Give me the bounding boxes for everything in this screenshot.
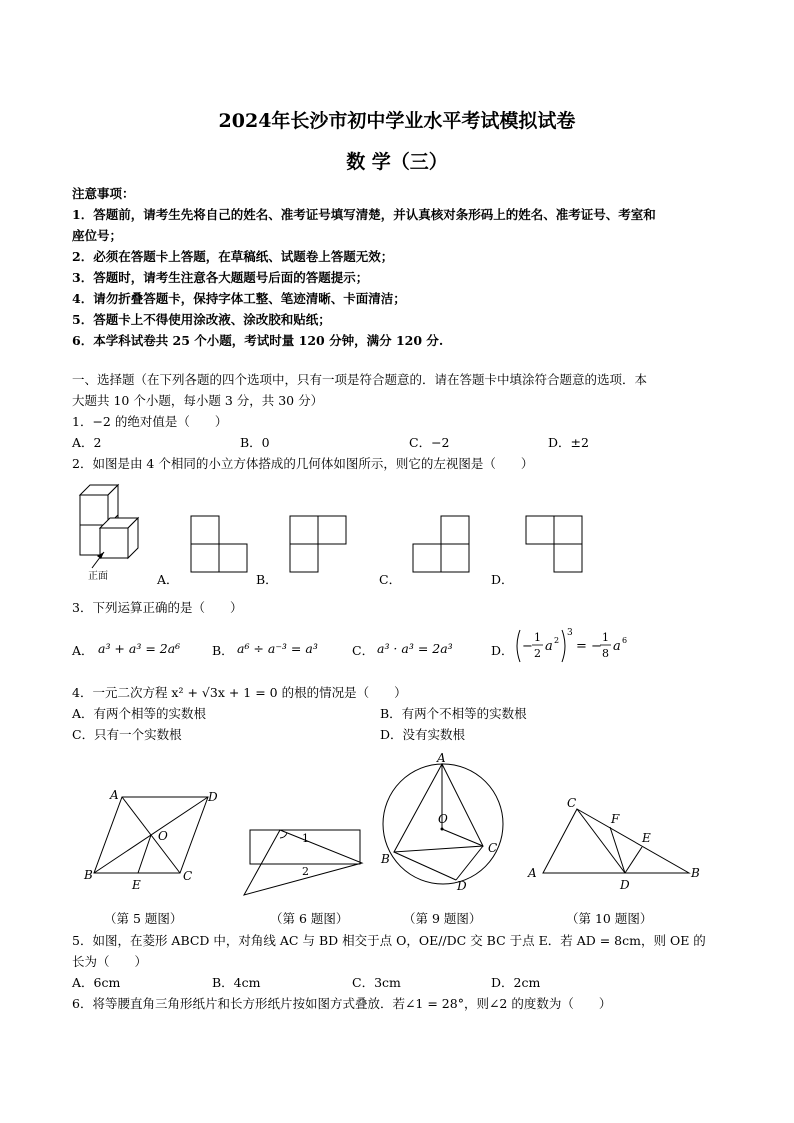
q3-option-b: B．: [212, 643, 234, 658]
figure-6-caption: （第 6 题图）: [270, 911, 349, 926]
svg-text:= −: = −: [576, 639, 602, 654]
svg-text:O: O: [158, 829, 168, 843]
question-5-stem-cont: 长为（ ）: [72, 954, 148, 969]
svg-text:A: A: [437, 752, 446, 765]
q3-option-b-expr: a⁶ ÷ a⁻³ = a³: [237, 641, 318, 656]
svg-text:D: D: [208, 790, 218, 804]
svg-text:a: a: [613, 639, 621, 654]
q3-option-a: A．: [72, 643, 94, 658]
notice-item: 4．请勿折叠答题卡，保持字体工整、笔迹清晰、卡面清洁；: [72, 291, 406, 306]
q2-option-b: B．: [256, 572, 278, 587]
svg-text:2: 2: [534, 647, 541, 660]
svg-text:C: C: [488, 841, 498, 855]
svg-text:A: A: [528, 866, 537, 880]
svg-text:−: −: [522, 639, 533, 654]
svg-text:B: B: [84, 868, 93, 882]
figure-10-caption: （第 10 题图）: [566, 911, 653, 926]
section-heading: 一、选择题（在下列各题的四个选项中，只有一项是符合题意的．请在答题卡中填涂符合题意的选项．本: [72, 372, 648, 387]
q5-option-b: B．4cm: [212, 975, 261, 990]
figure-5-rhombus: [80, 785, 230, 895]
svg-text:1: 1: [602, 631, 609, 644]
q4-option-c: C．只有一个实数根: [72, 727, 182, 742]
q3-option-a-expr: a³ + a³ = 2a⁶: [98, 641, 181, 656]
q2-option-c: C．: [379, 572, 402, 587]
q3-option-c: C．: [352, 643, 375, 658]
question-4-stem: 4．一元二次方程 x² + √3x + 1 = 0 的根的情况是（ ）: [72, 685, 407, 700]
question-5-stem: 5．如图，在菱形 ABCD 中，对角线 AC 与 BD 相交于点 O，OE//DC 交 BC 于点 E．若 AD = 8cm，则 OE 的: [72, 933, 706, 948]
page-title: 2024年长沙市初中学业水平考试模拟试卷: [218, 110, 576, 132]
notice-heading: 注意事项：: [72, 186, 135, 201]
svg-text:D: D: [457, 879, 467, 892]
q1-option-c: C．−2: [409, 435, 450, 450]
q5-option-c: C．3cm: [352, 975, 401, 990]
question-3-stem: 3．下列运算正确的是（ ）: [72, 600, 243, 615]
q2-option-b-view: [289, 515, 349, 575]
svg-text:6: 6: [622, 636, 628, 645]
svg-text:2: 2: [554, 636, 560, 645]
notice-item: 3．答题时，请考生注意各大题题号后面的答题提示；: [72, 270, 369, 285]
notice-item: 1．答题前，请考生先将自己的姓名、准考证号填写清楚，并认真核对条形码上的姓名、准考证号、考室和: [72, 207, 656, 222]
svg-text:8: 8: [602, 647, 609, 660]
svg-text:E: E: [132, 878, 141, 892]
q3-option-c-expr: a³ · a³ = 2a³: [377, 641, 453, 656]
q4-option-d: D．没有实数根: [380, 727, 466, 742]
svg-text:B: B: [691, 866, 700, 880]
q3-option-d-expr: [512, 624, 632, 668]
front-label: 正面: [88, 571, 108, 582]
svg-text:A: A: [110, 788, 119, 802]
svg-text:F: F: [611, 812, 620, 826]
notice-item: 5．答题卡上不得使用涂改液、涂改胶和贴纸；: [72, 312, 331, 327]
q2-option-a: A．: [157, 572, 179, 587]
section-heading-cont: 大题共 10 个小题，每小题 3 分，共 30 分）: [72, 393, 324, 408]
q2-option-d: D．: [491, 572, 514, 587]
q4-option-b: B．有两个不相等的实数根: [380, 706, 527, 721]
question-6-stem: 6．将等腰直角三角形纸片和长方形纸片按如图方式叠放．若∠1 = 28°，则∠2 的度数为（ ）: [72, 996, 612, 1011]
q1-option-b: B．0: [240, 435, 270, 450]
figure-9-circle: [378, 752, 513, 892]
figure-10-triangle: [525, 795, 705, 890]
q5-option-a: A．6cm: [72, 975, 121, 990]
q2-option-a-view: [190, 515, 250, 575]
q4-option-a: A．有两个相等的实数根: [72, 706, 207, 721]
q1-option-d: D．±2: [548, 435, 589, 450]
svg-text:B: B: [381, 852, 390, 866]
q2-option-d-view: [525, 515, 585, 575]
svg-text:3: 3: [567, 628, 573, 638]
question-2-stem: 2．如图是由 4 个相同的小立方体搭成的几何体如图所示，则它的左视图是（ ）: [72, 456, 534, 471]
question-1-stem: 1．−2 的绝对值是（ ）: [72, 414, 228, 429]
notice-item: 座位号；: [72, 228, 123, 243]
q1-option-a: A．2: [72, 435, 102, 450]
svg-text:2: 2: [302, 865, 309, 878]
q5-option-d: D．2cm: [491, 975, 541, 990]
figure-6-triangle-rectangle: [240, 825, 375, 900]
svg-text:O: O: [438, 812, 448, 826]
q2-option-c-view: [412, 515, 472, 575]
svg-text:E: E: [642, 831, 651, 845]
notice-item: 2．必须在答题卡上答题，在草稿纸、试题卷上答题无效；: [72, 249, 394, 264]
svg-text:C: C: [567, 796, 577, 810]
notice-item: 6．本学科试卷共 25 个小题，考试时量 120 分钟，满分 120 分.: [72, 333, 444, 348]
svg-text:1: 1: [534, 631, 541, 644]
figure-5-caption: （第 5 题图）: [104, 911, 183, 926]
svg-text:a: a: [545, 639, 553, 654]
page-subtitle: 数 学（三）: [346, 151, 448, 173]
svg-text:1: 1: [302, 832, 309, 845]
svg-text:D: D: [620, 878, 630, 890]
figure-9-caption: （第 9 题图）: [403, 911, 482, 926]
svg-text:C: C: [183, 869, 193, 883]
q3-option-d: D．: [491, 643, 514, 658]
cube-solid-figure: [70, 480, 160, 585]
